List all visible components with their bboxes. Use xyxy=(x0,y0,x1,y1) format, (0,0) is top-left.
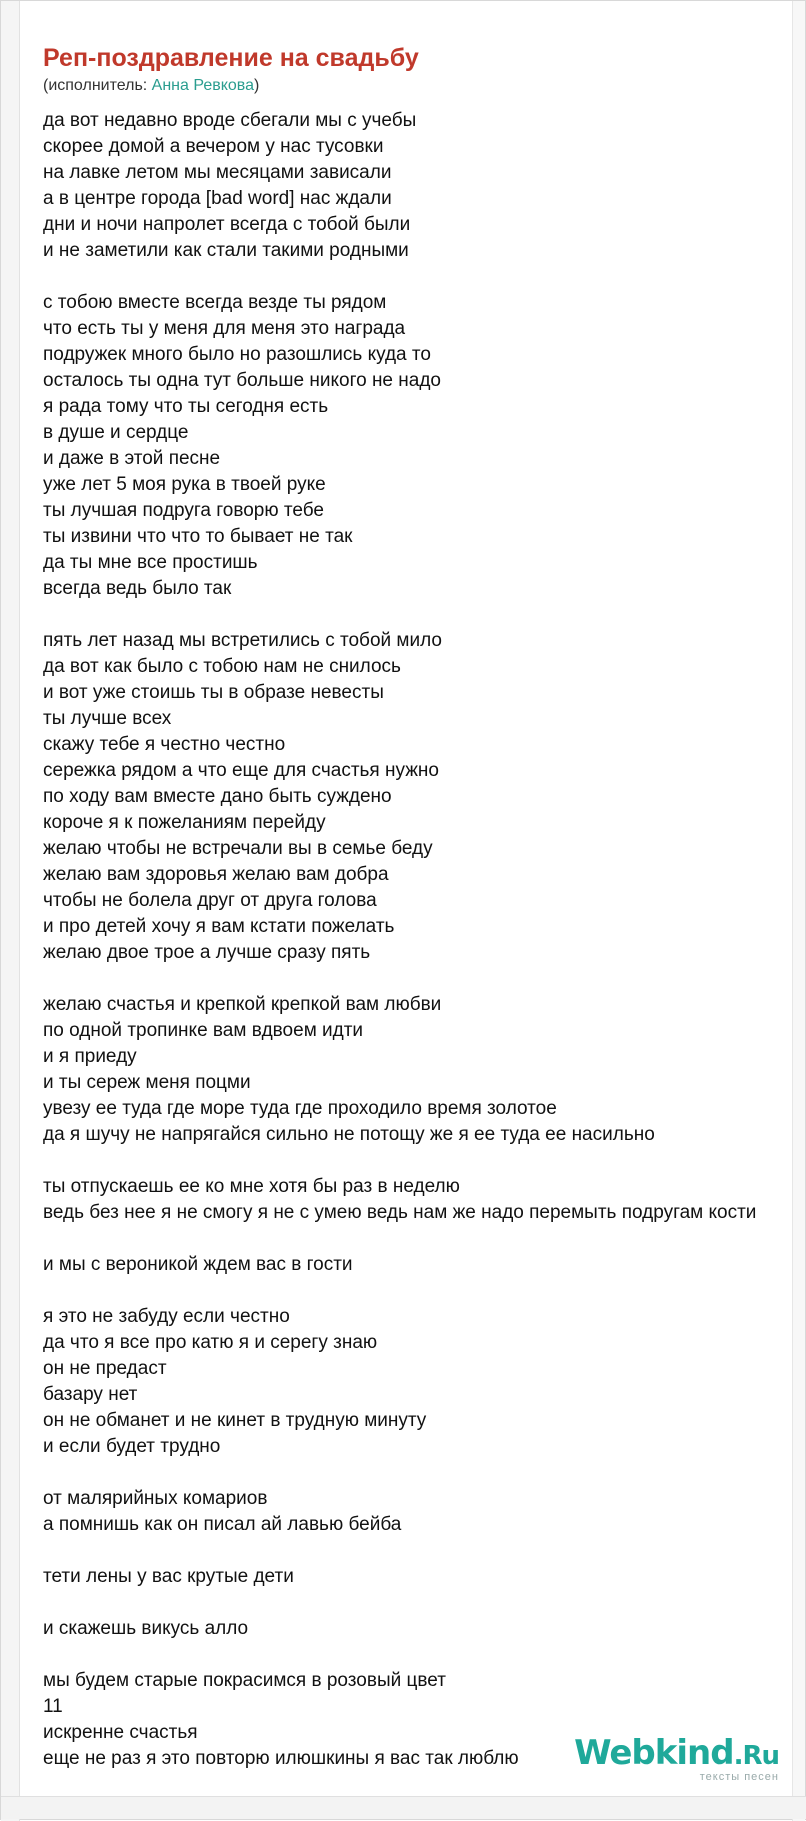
performer-suffix: ) xyxy=(254,77,260,94)
lyric-line: я это не забуду если честно xyxy=(43,1306,290,1327)
lyric-line: пять лет назад мы встретились с тобой мило xyxy=(43,630,442,651)
lyric-line: и ты сереж меня поцми xyxy=(43,1072,251,1093)
lyric-line: искренне счастья xyxy=(43,1722,198,1743)
lyric-line: я рада тому что ты сегодня есть xyxy=(43,396,329,417)
bottom-page-edge xyxy=(1,1796,806,1819)
lyric-line: желаю счастья и крепкой крепкой вам любви xyxy=(43,994,442,1015)
song-content xyxy=(43,43,803,1772)
lyric-line: желаю двое трое а лучше сразу пять xyxy=(43,942,371,963)
lyric-line: ты отпускаешь ее ко мне хотя бы раз в неделю xyxy=(43,1176,460,1197)
stanza-break xyxy=(43,1226,803,1252)
lyric-line: еще не раз я это повторю илюшкины я вас так люблю xyxy=(43,1748,519,1769)
lyric-line: по одной тропинке вам вдвоем идти xyxy=(43,1020,364,1041)
lyric-line: он не предаст xyxy=(43,1358,167,1379)
lyric-line: сережка рядом а что еще для счастья нужно xyxy=(43,760,439,781)
stanza-break xyxy=(43,1538,803,1564)
performer-prefix: (исполнитель: xyxy=(43,77,152,94)
stanza-break xyxy=(43,264,803,290)
lyric-line: ведь без нее я не смогу я не с умею ведь нам же надо перемыть подругам кости xyxy=(43,1202,757,1223)
lyric-line: уже лет 5 моя рука в твоей руке xyxy=(43,474,326,495)
lyric-line: да ты мне все простишь xyxy=(43,552,258,573)
lyric-line: и мы с вероникой ждем вас в гости xyxy=(43,1254,353,1275)
lyric-line: желаю чтобы не встречали вы в семье беду xyxy=(43,838,433,859)
lyric-line: и про детей хочу я вам кстати пожелать xyxy=(43,916,395,937)
webkind-logo[interactable] xyxy=(574,1733,779,1783)
lyric-line: тети лены у вас крутые дети xyxy=(43,1566,294,1587)
lyric-line: и не заметили как стали такими родными xyxy=(43,240,409,261)
stanza-break xyxy=(43,1148,803,1174)
lyric-line: ты лучше всех xyxy=(43,708,172,729)
lyric-line: и вот уже стоишь ты в образе невесты xyxy=(43,682,384,703)
performer-link[interactable]: Анна Ревкова xyxy=(151,77,255,94)
lyric-line: дни и ночи напролет всегда с тобой были xyxy=(43,214,411,235)
lyric-line: он не обманет и не кинет в трудную минуту xyxy=(43,1410,427,1431)
logo-main-text: Webkind xyxy=(574,1733,734,1773)
lyric-line: и я приеду xyxy=(43,1046,137,1067)
logo-suffix: .Ru xyxy=(733,1741,779,1771)
stanza-break xyxy=(43,966,803,992)
lyric-line: всегда ведь было так xyxy=(43,578,232,599)
lyric-line: чтобы не болела друг от друга голова xyxy=(43,890,377,911)
lyric-line: базару нет xyxy=(43,1384,138,1405)
lyric-line: а помнишь как он писал ай лавью бейба xyxy=(43,1514,402,1535)
lyric-line: и даже в этой песне xyxy=(43,448,221,469)
lyric-line: подружек много было но разошлись куда то xyxy=(43,344,431,365)
lyric-line: увезу ее туда где море туда где проходило время золотое xyxy=(43,1098,557,1119)
lyric-line: желаю вам здоровья желаю вам добра xyxy=(43,864,389,885)
lyric-line: короче я к пожеланиям перейду xyxy=(43,812,326,833)
lyric-line: и если будет трудно xyxy=(43,1436,221,1457)
lyric-line: ты лучшая подруга говорю тебе xyxy=(43,500,324,521)
stanza-break xyxy=(43,1278,803,1304)
lyric-line: с тобою вместе всегда везде ты рядом xyxy=(43,292,387,313)
lyric-line: что есть ты у меня для меня это награда xyxy=(43,318,406,339)
lyric-line: в душе и сердце xyxy=(43,422,189,443)
lyric-line: по ходу вам вместе дано быть суждено xyxy=(43,786,392,807)
lyric-line: мы будем старые покрасимся в розовый цвет xyxy=(43,1670,446,1691)
lyric-line: да что я все про катю я и серегу знаю xyxy=(43,1332,378,1353)
lyric-line: да вот как было с тобою нам не снилось xyxy=(43,656,401,677)
stanza-break xyxy=(43,1642,803,1668)
stanza-break xyxy=(43,1590,803,1616)
logo-tagline: тексты песен xyxy=(699,1771,779,1783)
song-title: Реп-поздравление на свадьбу xyxy=(43,44,419,72)
lyric-line: а в центре города [bad word] нас ждали xyxy=(43,188,392,209)
logo-wordmark xyxy=(574,1733,779,1773)
lyric-line: скорее домой а вечером у нас тусовки xyxy=(43,136,384,157)
lyric-line: скажу тебе я честно честно xyxy=(43,734,286,755)
lyric-line: 11 xyxy=(43,1696,63,1717)
performer-line xyxy=(43,76,803,96)
left-page-edge xyxy=(1,1,20,1821)
lyrics-body xyxy=(43,108,803,1772)
lyric-line: на лавке летом мы месяцами зависали xyxy=(43,162,392,183)
stanza-break xyxy=(43,1460,803,1486)
stanza-break xyxy=(43,602,803,628)
lyric-line: ты извини что что то бывает не так xyxy=(43,526,353,547)
lyric-line: от малярийных комариов xyxy=(43,1488,268,1509)
lyric-line: да вот недавно вроде сбегали мы с учебы xyxy=(43,110,417,131)
lyric-line: и скажешь викусь алло xyxy=(43,1618,249,1639)
lyric-line: да я шучу не напрягайся сильно не потощу же я ее туда ее насильно xyxy=(43,1124,655,1145)
lyric-line: осталось ты одна тут больше никого не надо xyxy=(43,370,441,391)
